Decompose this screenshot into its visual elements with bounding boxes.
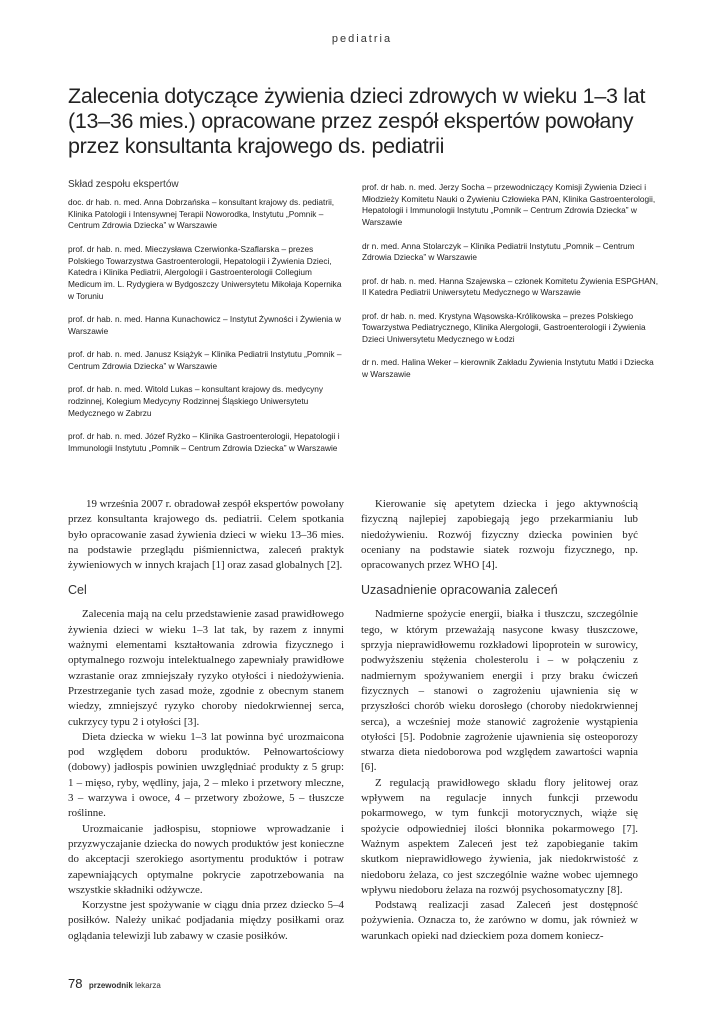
publication-brand xyxy=(89,981,161,990)
expert-entry: prof. dr hab. n. med. Mieczysława Czerwionka-Szaflarska – prezes Polskiego Towarzystwa Gastroenterologii, Hepatologii i Żywienia Dzieci, Katedra i Klinika Pediatrii, Alergologii i Gastroenterologii Collegium Medicum im. L. Rydygiera w Bydgoszczy Uniwersytetu Mikołaja Kopernika w Toruniu xyxy=(68,243,342,301)
section-heading-cel: Cel xyxy=(68,583,87,598)
experts-heading: Skład zespołu ekspertów xyxy=(68,179,179,190)
expert-entry: dr n. med. Halina Weker – kierownik Zakładu Żywienia Instytutu Matki i Dziecka w Warszawie xyxy=(362,357,654,380)
expert-entry: dr n. med. Anna Stolarczyk – Klinika Pediatrii Instytutu „Pomnik – Centrum Zdrowia Dziecka” w Warszawie xyxy=(362,240,635,263)
body-paragraph: Z regulacją prawidłowego składu flory jelitowej oraz wpływem na regulacje innych funkcji przewodu pokarmowego, w tym funkcji motorycznych, wiąże się spożycie odpowiedniej ilości błonnika pokarmowego [7]. Ważnym aspektem Zaleceń jest też zapobieganie takim skutkom nieprawidłowego żywienia, jak niedokrwistość z niedoboru żelaza, co jest szczególnie ważne wobec ujemnego wpływu niedoboru żelaza na rozwój psychosomatyczny [8]. xyxy=(361,776,638,896)
expert-entry: prof. dr hab. n. med. Jerzy Socha – przewodniczący Komisji Żywienia Dzieci i Młodzieży Komitetu Nauki o Żywieniu Człowieka PAN, Klinika Gastroenterologii, Hepatologii i Immunologii Instytutu „Pomnik – Centrum Zdrowia Dziecka” w Warszawie xyxy=(362,182,656,228)
intro-paragraph: 19 września 2007 r. obradował zespół ekspertów powołany przez konsultanta krajowego ds. pediatrii. Celem spotkania było opracowanie zasad żywienia dzieci w wieku 13–36 mies. na podstawie przeglądu piśmiennictwa, zaleceń praktyk żywieniowych w innych krajach [1] oraz zasad globalnych [2]. xyxy=(68,498,344,572)
page-footer xyxy=(68,976,161,991)
expert-entry: prof. dr hab. n. med. Witold Lukas – konsultant krajowy ds. medycyny rodzinnej, Kolegium Medycyny Rodzinnej Śląskiego Uniwersytetu Medycznego w Zabrzu xyxy=(68,384,324,418)
section-heading-uzasadnienie: Uzasadnienie opracowania zaleceń xyxy=(361,583,558,598)
body-column-right xyxy=(361,497,638,944)
body-paragraph: Dieta dziecka w wieku 1–3 lat powinna być urozmaicona pod względem doboru produktów. Pełnowartościowy (dobowy) jadłospis powinien uwzględniać produkty z 5 grup: 1 – mięso, ryby, wędliny, jaja, 2 – mleko i przetwory mleczne, 3 – warzywa i owoce, 4 – przetwory zbożowe, 5 – tłuszcze roślinne. xyxy=(68,730,344,820)
page-number: 78 xyxy=(68,976,83,991)
brand-bold: przewodnik xyxy=(88,981,133,990)
body-paragraph: Korzystne jest spożywanie w ciągu dnia przez dziecko 5–4 posiłków. Należy unikać podjadania między posiłkami oraz oglądania telewizji lub zabawy w czasie posiłków. xyxy=(68,899,344,942)
experts-list-right xyxy=(362,182,662,393)
article-title: Zalecenia dotyczące żywienia dzieci zdrowych w wieku 1–3 lat (13–36 mies.) opracowane przez zespół ekspertów powołany przez konsultanta krajowego ds. pediatrii xyxy=(68,84,646,158)
body-paragraph: Podstawą realizacji zasad Zaleceń jest dostępność pożywienia. Oznacza to, że zarówno w domu, jak również w warunkach opieki nad dzieckiem poza domem koniecz- xyxy=(361,899,638,942)
section-tag: pediatria xyxy=(331,33,393,45)
body-paragraph: Nadmierne spożycie energii, białka i tłuszczu, szczególnie tego, w którym przeważają nasycone kwasy tłuszczowe, sprzyja nieprawidłowemu rozkładowi lipoprotein w surowicy, podwyższeniu stężenia cholesterolu i – w połączeniu z nadmiernym spożywaniem energii i przy braku ćwiczeń fizycznych – stanowi o zagrożeniu ujawnienia się w przyszłości chorób wieku dorosłego (choroby niedokrwiennej serca), a wcześniej może stanowić zagrożenie wystąpienia otyłości [5]. Podobnie zagrożenie ujawnienia się osteoporozy stwarza dieta niedoborowa pod względem zawartości wapnia [6]. xyxy=(361,608,638,774)
brand-light: lekarza xyxy=(135,981,161,990)
body-paragraph: Zalecenia mają na celu przedstawienie zasad prawidłowego żywienia dzieci w wieku 1–3 lat tak, by razem z innymi ważnymi elementami kształtowania zdrowia fizycznego i optymalnego rozwoju intelektualnego zapewniały prawidłowe wzrastanie oraz zmniejszały ryzyko otyłości i niedożywienia. Przestrzeganie tych zasad może, zgodnie z obecnym stanem wiedzy, zmniejszyć ryzyko choroby niedokrwiennej serca, cukrzycy typu 2 i otyłości [3]. xyxy=(68,608,344,728)
expert-entry: prof. dr hab. n. med. Janusz Książyk – Klinika Pediatrii Instytutu „Pomnik – Centrum Zdrowia Dziecka” w Warszawie xyxy=(68,349,342,371)
experts-list-left xyxy=(68,179,344,466)
expert-entry: doc. dr hab. n. med. Anna Dobrzańska – konsultant krajowy ds. pediatrii, Klinika Patologii i Intensywnej Terapii Noworodka, Instytutu „Pomnik – Centrum Zdrowia Dziecka” w Warszawie xyxy=(68,197,335,231)
expert-entry: prof. dr hab. n. med. Hanna Kunachowicz – Instytut Żywności i Żywienia w Warszawie xyxy=(68,314,341,336)
body-column-left xyxy=(68,497,344,944)
expert-entry: prof. dr hab. n. med. Hanna Szajewska – członek Komitetu Żywienia ESPGHAN, II Katedra Pediatrii Uniwersytetu Medycznego w Warszawie xyxy=(362,275,659,298)
expert-entry: prof. dr hab. n. med. Józef Ryżko – Klinika Gastroenterologii, Hepatologii i Immunologii Instytutu „Pomnik – Centrum Zdrowia Dziecka” w Warszawie xyxy=(68,430,340,453)
intro-paragraph: Kierowanie się apetytem dziecka i jego aktywnością fizyczną najlepiej zapobiegają jego przekarmianiu lub niedożywieniu. Rozwój fizyczny dziecka powinien być oceniany na podstawie siatek rozwoju fizycznego, np. opracowanych przez WHO [4]. xyxy=(361,498,638,572)
expert-entry: prof. dr hab. n. med. Krystyna Wąsowska-Królikowska – prezes Polskiego Towarzystwa Pediatrycznego, Klinika Alergologii, Gastroenterologii i Żywienia Dzieci Uniwersytetu Medycznego w Łodzi xyxy=(362,310,646,345)
body-paragraph: Urozmaicanie jadłospisu, stopniowe wprowadzanie i przyzwyczajanie dziecka do nowych produktów jest konieczne do akceptacji szerokiego asortymentu produktów i potraw zapewniających optymalne pokrycie zapotrzebowania na wszystkie składniki odżywcze. xyxy=(68,822,344,896)
